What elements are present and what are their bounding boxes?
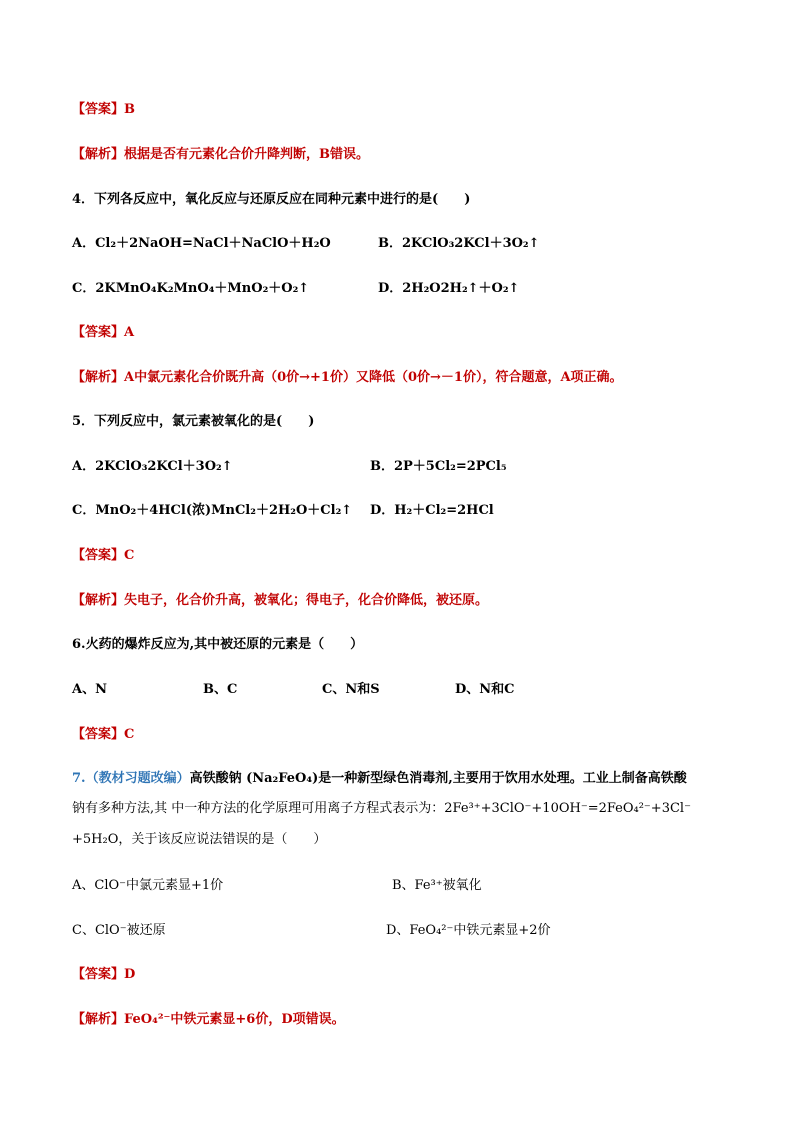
q7-option-a: A、ClO⁻中氯元素显+1价 — [72, 878, 224, 893]
q3-analysis — [72, 146, 369, 164]
analysis-label: 【解析】 — [72, 370, 125, 385]
analysis-text: FeO₄²⁻中铁元素显+6价，D项错误。 — [124, 1012, 345, 1027]
q4-option-a: A．Cl₂＋2NaOH=NaCl＋NaClO＋H₂O — [72, 236, 331, 251]
analysis-text: A中氯元素化合价既升高（0价→+1价）又降低（0价→－1价），符合题意，A项正确。 — [124, 370, 623, 385]
q5-stem: 5．下列反应中，氯元素被氧化的是( ) — [72, 414, 315, 429]
q5-answer — [72, 547, 134, 565]
q4-option-c: C．2KMnO₄K₂MnO₄＋MnO₂＋O₂↑ — [72, 281, 310, 296]
q4-option-b: B．2KClO₃2KCl＋3O₂↑ — [378, 236, 540, 251]
answer-value: D — [124, 967, 136, 982]
q4-analysis — [72, 369, 623, 387]
q6-option-b: B、C — [203, 682, 238, 697]
analysis-text: 失电子，化合价升高，被氧化；得电子，化合价降低，被还原。 — [124, 593, 489, 608]
answer-value: C — [124, 548, 135, 563]
q3-answer — [72, 101, 135, 119]
answer-value: A — [124, 325, 135, 340]
analysis-label: 【解析】 — [72, 1012, 125, 1027]
analysis-label: 【解析】 — [72, 147, 125, 162]
q4-answer — [72, 324, 134, 342]
q6-answer — [72, 726, 134, 744]
q7-answer — [72, 966, 135, 984]
q7-analysis — [72, 1011, 345, 1029]
q7-source-tag: 7.（教材习题改编） — [72, 771, 190, 786]
q7-option-b: B、Fe³⁺被氧化 — [392, 878, 482, 893]
q6-option-d: D、N和C — [455, 682, 515, 697]
q6-option-c: C、N和S — [322, 682, 380, 697]
q7-stem-text: 高铁酸钠 (Na₂FeO₄)是一种新型绿色消毒剂,主要用于饮用水处理。工业上制备高铁酸 — [189, 771, 687, 786]
q4-stem: 4．下列各反应中，氧化反应与还原反应在同种元素中进行的是( ) — [72, 192, 471, 207]
q7-stem-line3: +5H₂O，关于该反应说法错误的是（ ） — [72, 832, 327, 847]
answer-value: B — [124, 102, 136, 117]
answer-label: 【答案】 — [72, 548, 125, 563]
q4-option-d: D．2H₂O2H₂↑＋O₂↑ — [378, 281, 520, 296]
answer-value: C — [124, 727, 135, 742]
answer-label: 【答案】 — [72, 967, 125, 982]
q7-option-c: C、ClO⁻被还原 — [72, 923, 166, 938]
q7-option-d: D、FeO₄²⁻中铁元素显+2价 — [386, 923, 551, 938]
q7-stem-line2: 钠有多种方法,其 中一种方法的化学原理可用离子方程式表示为：2Fe³⁺+3ClO⁻+10OH⁻=2FeO₄²⁻+3Cl⁻ — [72, 801, 691, 816]
answer-label: 【答案】 — [72, 325, 125, 340]
analysis-text: 根据是否有元素化合价升降判断，B错误。 — [124, 147, 370, 162]
answer-label: 【答案】 — [72, 102, 125, 117]
answer-label: 【答案】 — [72, 727, 125, 742]
q5-analysis — [72, 592, 488, 610]
q6-option-a: A、N — [72, 682, 107, 697]
q5-option-b: B．2P＋5Cl₂=2PCl₅ — [370, 459, 507, 474]
q5-option-a: A．2KClO₃2KCl＋3O₂↑ — [72, 459, 233, 474]
q5-option-d: D．H₂＋Cl₂=2HCl — [370, 503, 494, 518]
q7-stem-line1 — [72, 770, 687, 788]
q6-stem: 6.火药的爆炸反应为,其中被还原的元素是（ ） — [72, 637, 364, 652]
q5-option-c: C．MnO₂＋4HCl(浓)MnCl₂＋2H₂O＋Cl₂↑ — [72, 503, 353, 518]
analysis-label: 【解析】 — [72, 593, 125, 608]
